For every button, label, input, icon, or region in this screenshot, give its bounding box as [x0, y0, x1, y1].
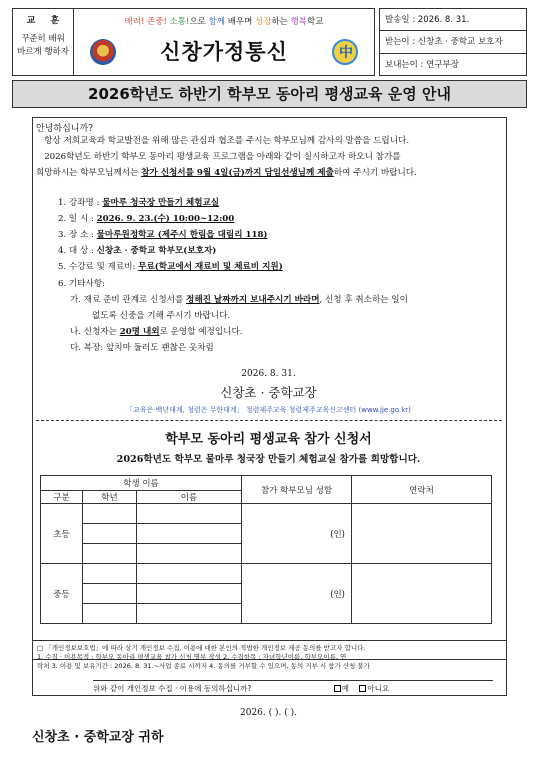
slogan-part: 배려!	[124, 17, 145, 27]
issue-meta	[379, 8, 527, 76]
item-fee: 5. 수강료 및 재료비: 무료(학교에서 재료비 및 체료비 지원)	[58, 262, 283, 272]
slogan-part: 성장	[255, 17, 272, 27]
application-subtitle: 2026학년도 학부모 물마루 청국장 만들기 체험교실 참가를 희망합니다.	[116, 454, 421, 465]
header-contact: 연락처	[352, 476, 492, 504]
grade-cell[interactable]	[83, 584, 137, 604]
deadline-text: 참가 신청서를 9월 4일(금)까지 담임선생님께 제출	[141, 168, 334, 178]
name-cell[interactable]	[137, 504, 242, 524]
grade-cell[interactable]	[83, 544, 137, 564]
grade-cell[interactable]	[83, 504, 137, 524]
note-ga-cont: 없도록 신중을 기해 주시기 바랍니다.	[92, 311, 231, 321]
note-da: 다. 복장: 앞치마 둘러도 괜찮은 옷차림	[70, 343, 214, 353]
grade-cell[interactable]	[83, 524, 137, 544]
name-cell[interactable]	[137, 584, 242, 604]
paragraph-2: 2026학년도 하반기 학부모 동아리 평생교육 프로그램을 아래와 같이 실시하고자 하오니 참가를	[44, 152, 401, 162]
item-datetime: 2. 일 시 : 2026. 9. 23.(수) 10:00~12:00	[58, 214, 235, 224]
motto-line-2: 바르게 행하자	[17, 47, 69, 57]
consent-question: 위와 같이 개인정보 수집 · 이용에 동의하십니까?	[93, 684, 252, 693]
slogan-part: 학교	[307, 17, 324, 27]
consent-line-1: □ 「개인정보보호법」에 따라 상기 개인정보 수집, 이용에 대한 본인의 적법한 개인정보 제공 동의를 받고자 합니다.	[37, 644, 366, 652]
slogan-part: 함께	[208, 17, 228, 27]
notice-banner: 2026학년도 하반기 학부모 동아리 평생교육 운영 안내	[12, 80, 527, 108]
note-na: 나. 신청자는 20명 내외로 운영할 예정입니다.	[70, 327, 243, 337]
consent-line-2: 1. 수집 · 이용목적 : 학부모 동아리 평생교육 참가 신청 명부 작성 2. 수집항목 : 자녀학년이름, 학부모이름, 연	[37, 653, 347, 661]
header-grade: 학년	[83, 491, 137, 504]
contact-cell-elementary[interactable]	[352, 504, 492, 564]
motto-line-1: 꾸준히 배워	[21, 34, 65, 44]
recipient: 받는이 : 신창초 · 중학교 보호자	[380, 31, 526, 53]
application-table	[40, 475, 492, 624]
consent-line-3: 락처 3. 이용 및 보유기간 : 2026. 8. 31.~사업 종료 시까지 4. 동의를 거부할 수 있으며, 동의 거부 시 참가 신청 불가	[37, 662, 370, 670]
seal-mark: (인)	[330, 529, 345, 540]
application-date: 2026. ( ). ( ).	[240, 708, 297, 718]
item-location: 3. 장 소 : 물마루원정학교 (제주시 한림읍 대림리 118)	[58, 230, 268, 240]
school-slogan	[74, 15, 374, 27]
consent-no-option[interactable]: 아니요	[359, 684, 389, 693]
name-cell[interactable]	[137, 604, 242, 624]
title-box	[74, 8, 375, 76]
name-cell[interactable]	[137, 544, 242, 564]
parent-cell-middle[interactable]	[242, 564, 352, 624]
paragraph-1: 항상 저희교육과 학교발전을 위해 많은 관심과 협조를 주시는 학부모님께 감사의 말씀을 드립니다.	[44, 136, 410, 146]
consent-yes-option[interactable]: 예	[334, 684, 349, 693]
slogan-part: 소통!	[169, 17, 190, 27]
name-cell[interactable]	[137, 524, 242, 544]
slogan-part: 하는	[271, 17, 291, 27]
newsletter-title: 신창가정통신	[160, 40, 288, 64]
header	[12, 8, 527, 76]
slogan-part: 행복	[290, 17, 308, 27]
checkbox-icon[interactable]	[334, 685, 341, 692]
slogan-part: 배우며	[227, 17, 256, 27]
header-type: 구분	[41, 491, 83, 504]
item-course: 1. 강좌명 : 물마루 청국장 만들기 체험교실	[58, 198, 220, 208]
addressee: 신창초 · 중학교장 귀하	[32, 730, 164, 745]
item-target: 4. 대 상 : 신창초 · 중학교 학부모(보호자)	[58, 246, 217, 256]
letter-date: 2026. 8. 31.	[241, 369, 296, 379]
grade-cell[interactable]	[83, 564, 137, 584]
sender: 보내는이 : 연구부장	[385, 59, 459, 70]
parent-cell-elementary[interactable]	[242, 504, 352, 564]
item-other: 6. 기타사항:	[58, 279, 106, 289]
slogan-part: 으로	[189, 17, 209, 27]
issue-date: 발송일 : 2026. 8. 31.	[380, 9, 526, 31]
greeting: 안녕하십니까?	[36, 124, 93, 134]
header-name: 이름	[137, 491, 242, 504]
row-elementary: 초등	[41, 504, 83, 564]
checkbox-icon[interactable]	[359, 685, 366, 692]
header-student-name: 학생 이름	[41, 476, 242, 491]
consent-question-row	[93, 680, 493, 693]
paragraph-2-cont: 희망하시는 학부모님께서는 참가 신청서를 9월 4일(금)까지 담임선생님께 제출하여 주시기 바랍니다.	[36, 168, 417, 178]
school-motto	[12, 8, 74, 76]
header-parent-name: 참가 학부모님 성함	[242, 476, 352, 504]
note-ga: 가. 재료 준비 관계로 신청서를 정해진 날짜까지 보내주시기 바라며, 신청 후 취소하는 일이	[70, 295, 408, 305]
cut-line	[36, 420, 502, 421]
seal-mark: (인)	[330, 589, 345, 600]
contact-cell-middle[interactable]	[352, 564, 492, 624]
integrity-slogan: 「교육은 백년대계, 청렴은 무한대계」 청렴제주교육 청렴제주교육신고센터 (www.jje.go.kr)	[126, 406, 411, 414]
letter-signature: 신창초 · 중학교장	[220, 385, 317, 400]
row-middle: 중등	[41, 564, 83, 624]
grade-cell[interactable]	[83, 604, 137, 624]
motto-label: 교 훈	[26, 16, 66, 26]
name-cell[interactable]	[137, 564, 242, 584]
application-title: 학부모 동아리 평생교육 참가 신청서	[165, 432, 372, 447]
privacy-consent	[32, 640, 507, 696]
slogan-part: 존중!	[144, 17, 170, 27]
middle-school-emblem-icon	[332, 39, 358, 65]
